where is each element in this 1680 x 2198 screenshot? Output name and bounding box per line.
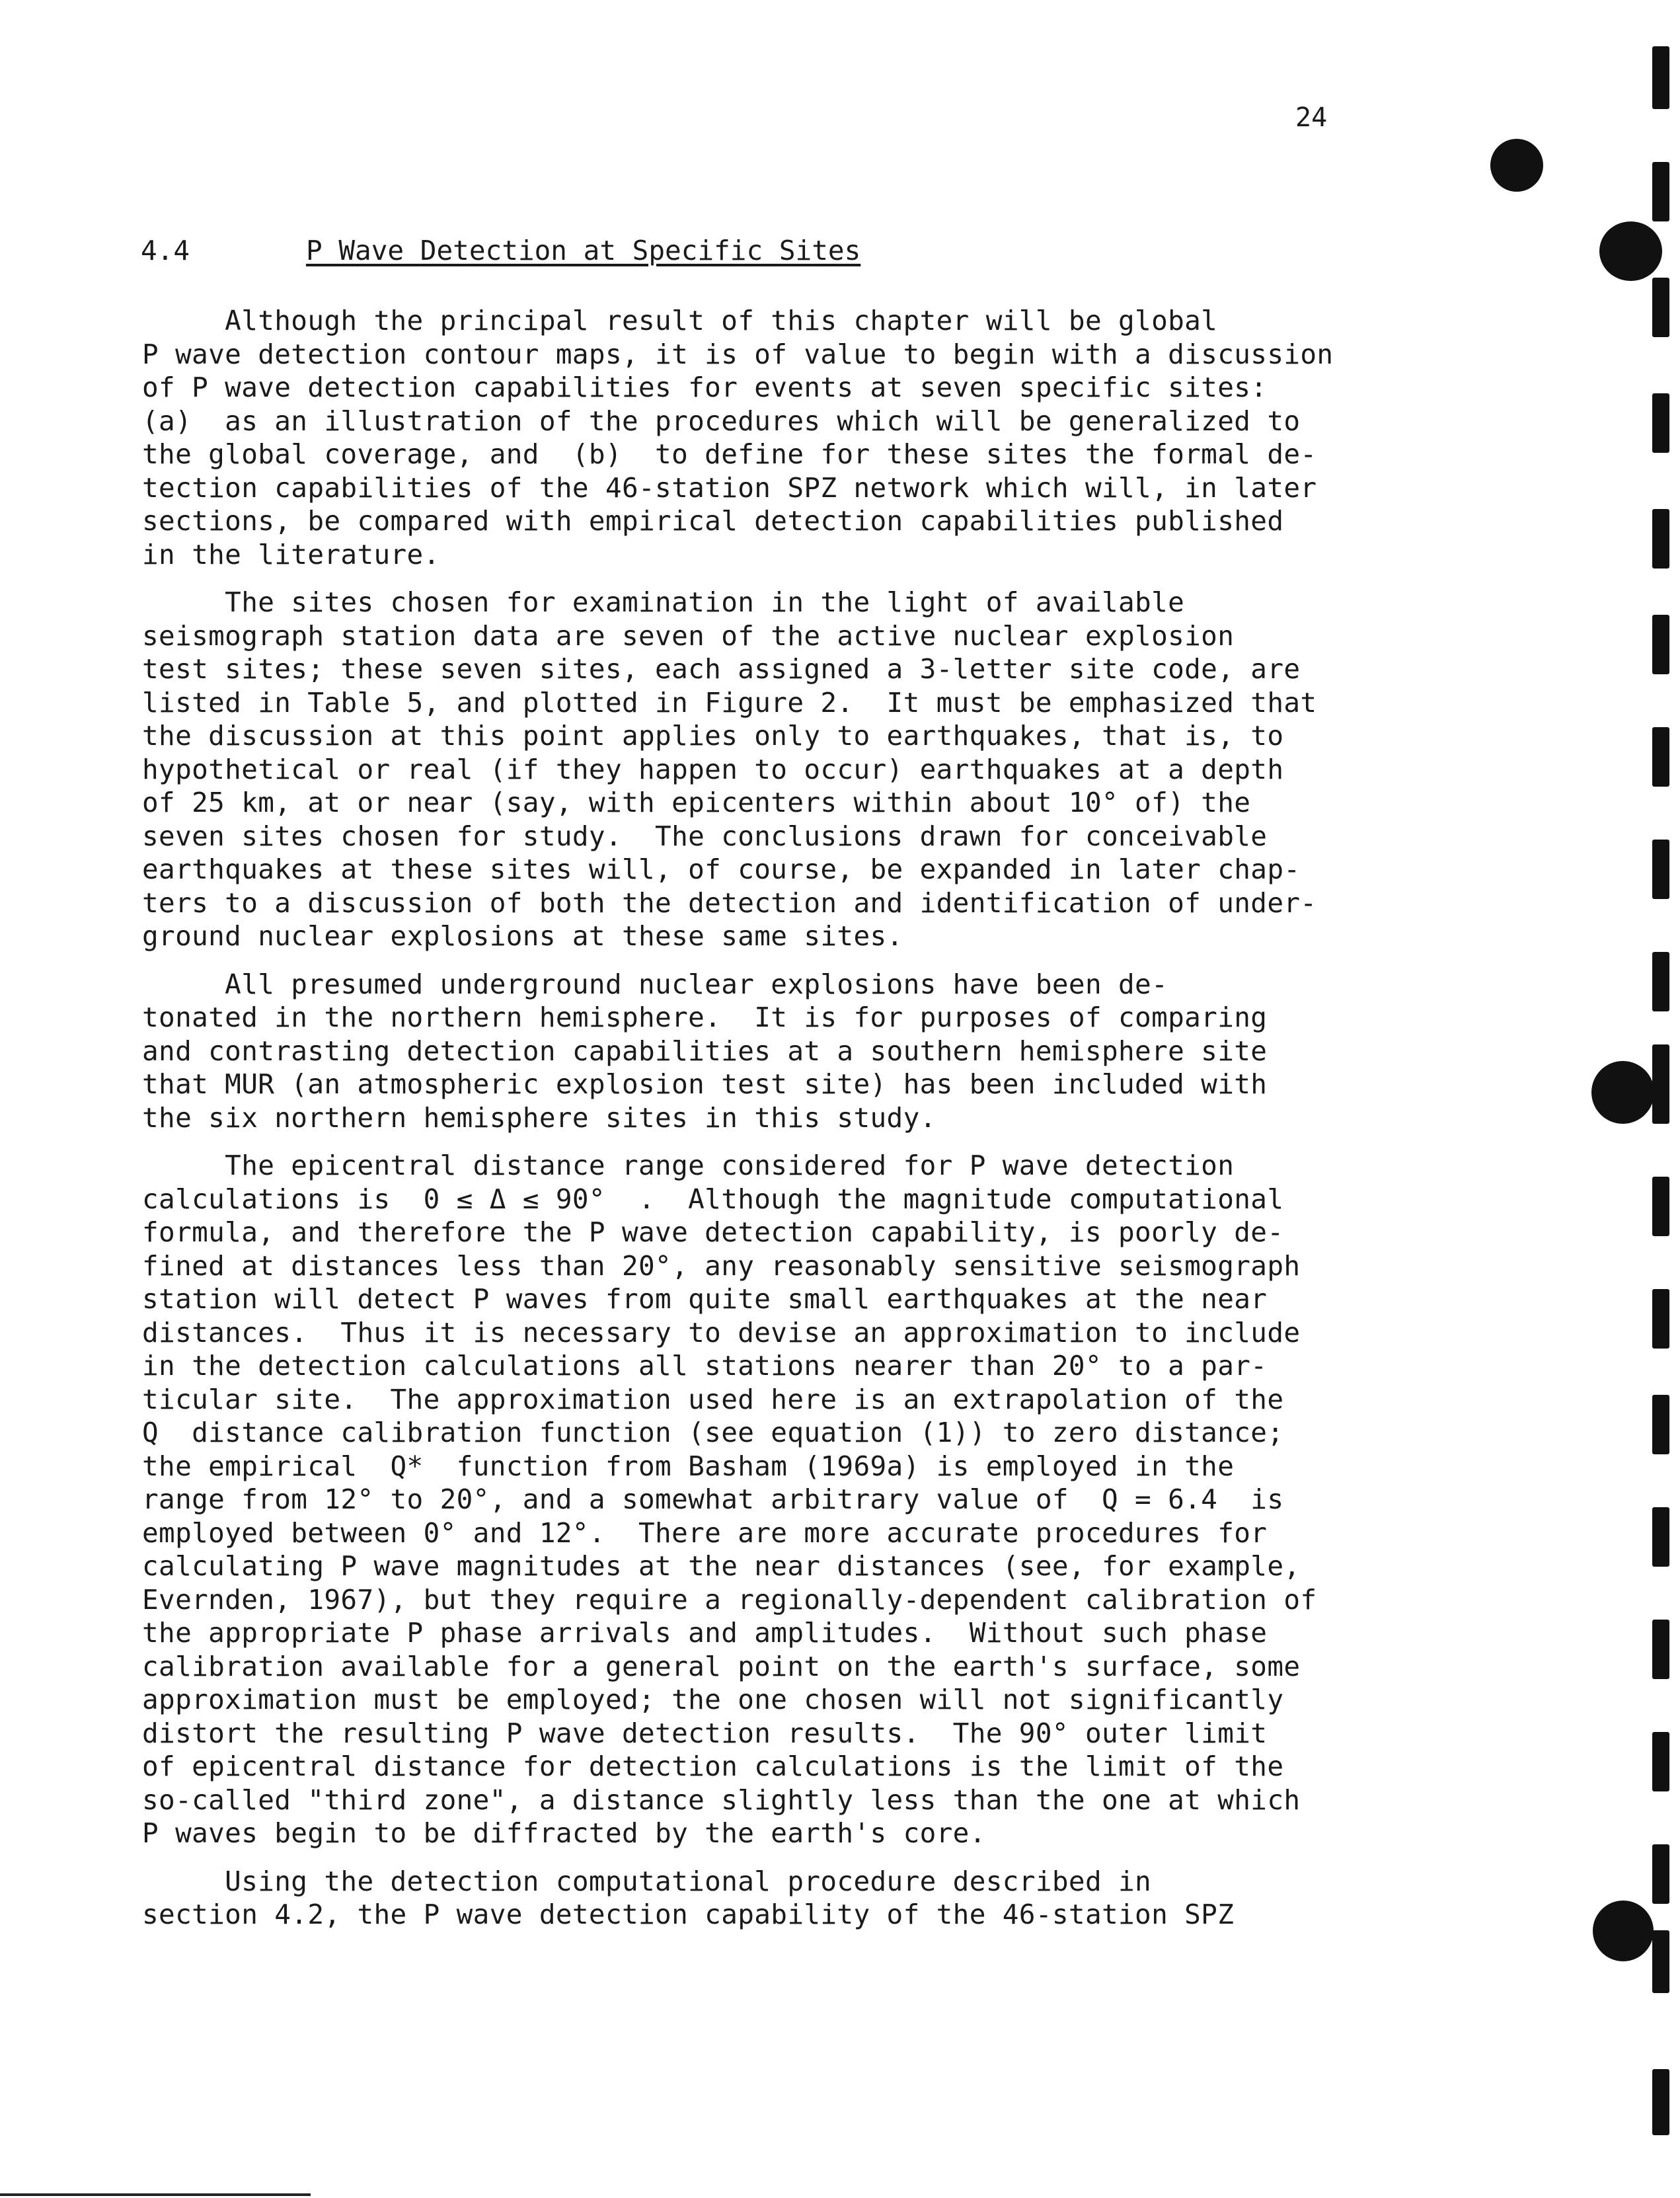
binder-hole (1599, 221, 1662, 281)
text-line: formula, and therefore the P wave detection capability, is poorly de- (142, 1216, 1284, 1248)
text-line: ters to a discussion of both the detection and identification of under- (142, 886, 1317, 919)
binder-mark (1652, 162, 1669, 221)
section-title: P Wave Detection at Specific Sites (306, 235, 861, 266)
binder-mark (1652, 46, 1669, 109)
binder-mark (1652, 1507, 1669, 1567)
binder-mark (1652, 1844, 1669, 1904)
text-line: calculating P wave magnitudes at the near distances (see, for example, (142, 1550, 1301, 1582)
binder-mark (1652, 509, 1669, 569)
text-line: approximation must be employed; the one chosen will not significantly (142, 1684, 1284, 1715)
binder-mark (1652, 1930, 1669, 1993)
text-line: the appropriate P phase arrivals and amplitudes. Without such phase (142, 1617, 1268, 1649)
text-line: the six northern hemisphere sites in this study. (142, 1101, 936, 1134)
paragraph (142, 1149, 1352, 1850)
body-text (142, 304, 1352, 1946)
text-line: ticular site. The approximation used here is an extrapolation of the (142, 1383, 1284, 1415)
paragraph (142, 968, 1352, 1135)
text-line: of 25 km, at or near (say, with epicenters within about 10° of) the (142, 787, 1251, 818)
paragraph (142, 586, 1352, 953)
text-line: distort the resulting P wave detection results. The 90° outer limit (142, 1717, 1268, 1749)
text-line: section 4.2, the P wave detection capability of the 46-station SPZ (142, 1899, 1235, 1930)
binder-mark (1652, 1044, 1669, 1124)
binder-hole (1591, 1061, 1654, 1124)
text-line: ground nuclear explosions at these same sites. (142, 920, 903, 952)
text-line: The sites chosen for examination in the light of available (142, 586, 1185, 618)
binder-mark (1652, 1620, 1669, 1679)
binder-mark (1652, 952, 1669, 1011)
page-number: 24 (1295, 102, 1328, 133)
binder-mark (1652, 1395, 1669, 1454)
text-line: the empirical Q* function from Basham (1969a) is employed in the (142, 1450, 1235, 1482)
binder-mark (1652, 615, 1669, 674)
text-line: of P wave detection capabilities for events at seven specific sites: (142, 372, 1268, 403)
binder-mark (1652, 278, 1669, 337)
text-line: The epicentral distance range considered for P wave detection (142, 1150, 1235, 1181)
text-line: earthquakes at these sites will, of course, be expanded in later chap- (142, 853, 1301, 885)
paragraph (142, 304, 1352, 571)
binder-hole (1490, 139, 1543, 192)
text-line: and contrasting detection capabilities at a southern hemisphere site (142, 1035, 1268, 1067)
text-line: sections, be compared with empirical detection capabilities published (142, 505, 1284, 537)
text-line: tection capabilities of the 46-station SPZ network which will, in later (142, 471, 1317, 504)
text-line: the discussion at this point applies only to earthquakes, that is, to (142, 720, 1284, 752)
text-line: Although the principal result of this chapter will be global (142, 305, 1218, 336)
binder-hole (1593, 1901, 1654, 1961)
text-line: that MUR (an atmospheric explosion test site) has been included with (142, 1068, 1268, 1100)
binder-mark (1652, 1289, 1669, 1349)
text-line: (a) as an illustration of the procedures which will be generalized to (142, 405, 1301, 437)
binder-mark (1652, 840, 1669, 899)
text-line: P wave detection contour maps, it is of value to begin with a discussion (142, 338, 1334, 370)
paragraph (142, 1865, 1352, 1932)
text-line: tonated in the northern hemisphere. It is for purposes of comparing (142, 1001, 1268, 1033)
binder-mark (1652, 727, 1669, 787)
section-number: 4.4 (141, 235, 190, 266)
text-line: in the detection calculations all stations nearer than 20° to a par- (142, 1350, 1268, 1382)
text-line: so-called "third zone", a distance slightly less than the one at which (142, 1784, 1301, 1816)
text-line: P waves begin to be diffracted by the earth's core. (142, 1817, 986, 1849)
text-line: of epicentral distance for detection calculations is the limit of the (142, 1750, 1284, 1782)
text-line: employed between 0° and 12°. There are more accurate procedures for (142, 1516, 1268, 1549)
section-heading (141, 235, 860, 266)
text-line: station will detect P waves from quite small earthquakes at the near (142, 1283, 1268, 1315)
binder-mark (1652, 393, 1669, 453)
text-line: seven sites chosen for study. The conclusions drawn for conceivable (142, 820, 1268, 852)
text-line: Using the detection computational procedure described in (142, 1865, 1152, 1897)
text-line: Q distance calibration function (see equation (1)) to zero distance; (142, 1417, 1284, 1448)
text-line: distances. Thus it is necessary to devise an approximation to include (142, 1316, 1301, 1349)
binder-mark (1652, 1732, 1669, 1791)
binder-mark (1652, 1177, 1669, 1236)
binder-mark (1652, 2069, 1669, 2135)
text-line: All presumed underground nuclear explosions have been de- (142, 968, 1168, 1000)
text-line: fined at distances less than 20°, any reasonably sensitive seismograph (142, 1249, 1301, 1282)
text-line: calculations is 0 ≤ Δ ≤ 90° . Although the magnitude computational (142, 1183, 1284, 1215)
text-line: the global coverage, and (b) to define for these sites the formal de- (142, 438, 1317, 470)
text-line: test sites; these seven sites, each assigned a 3-letter site code, are (142, 653, 1301, 685)
text-line: listed in Table 5, and plotted in Figure 2. It must be emphasized that (142, 686, 1317, 719)
text-line: hypothetical or real (if they happen to occur) earthquakes at a depth (142, 753, 1284, 785)
text-line: seismograph station data are seven of the active nuclear explosion (142, 619, 1235, 652)
text-line: in the literature. (142, 538, 440, 570)
bottom-rule (0, 2193, 311, 2196)
text-line: Evernden, 1967), but they require a regionally-dependent calibration of (142, 1583, 1317, 1616)
text-line: calibration available for a general point on the earth's surface, some (142, 1650, 1301, 1682)
text-line: range from 12° to 20°, and a somewhat arbitrary value of Q = 6.4 is (142, 1483, 1284, 1515)
